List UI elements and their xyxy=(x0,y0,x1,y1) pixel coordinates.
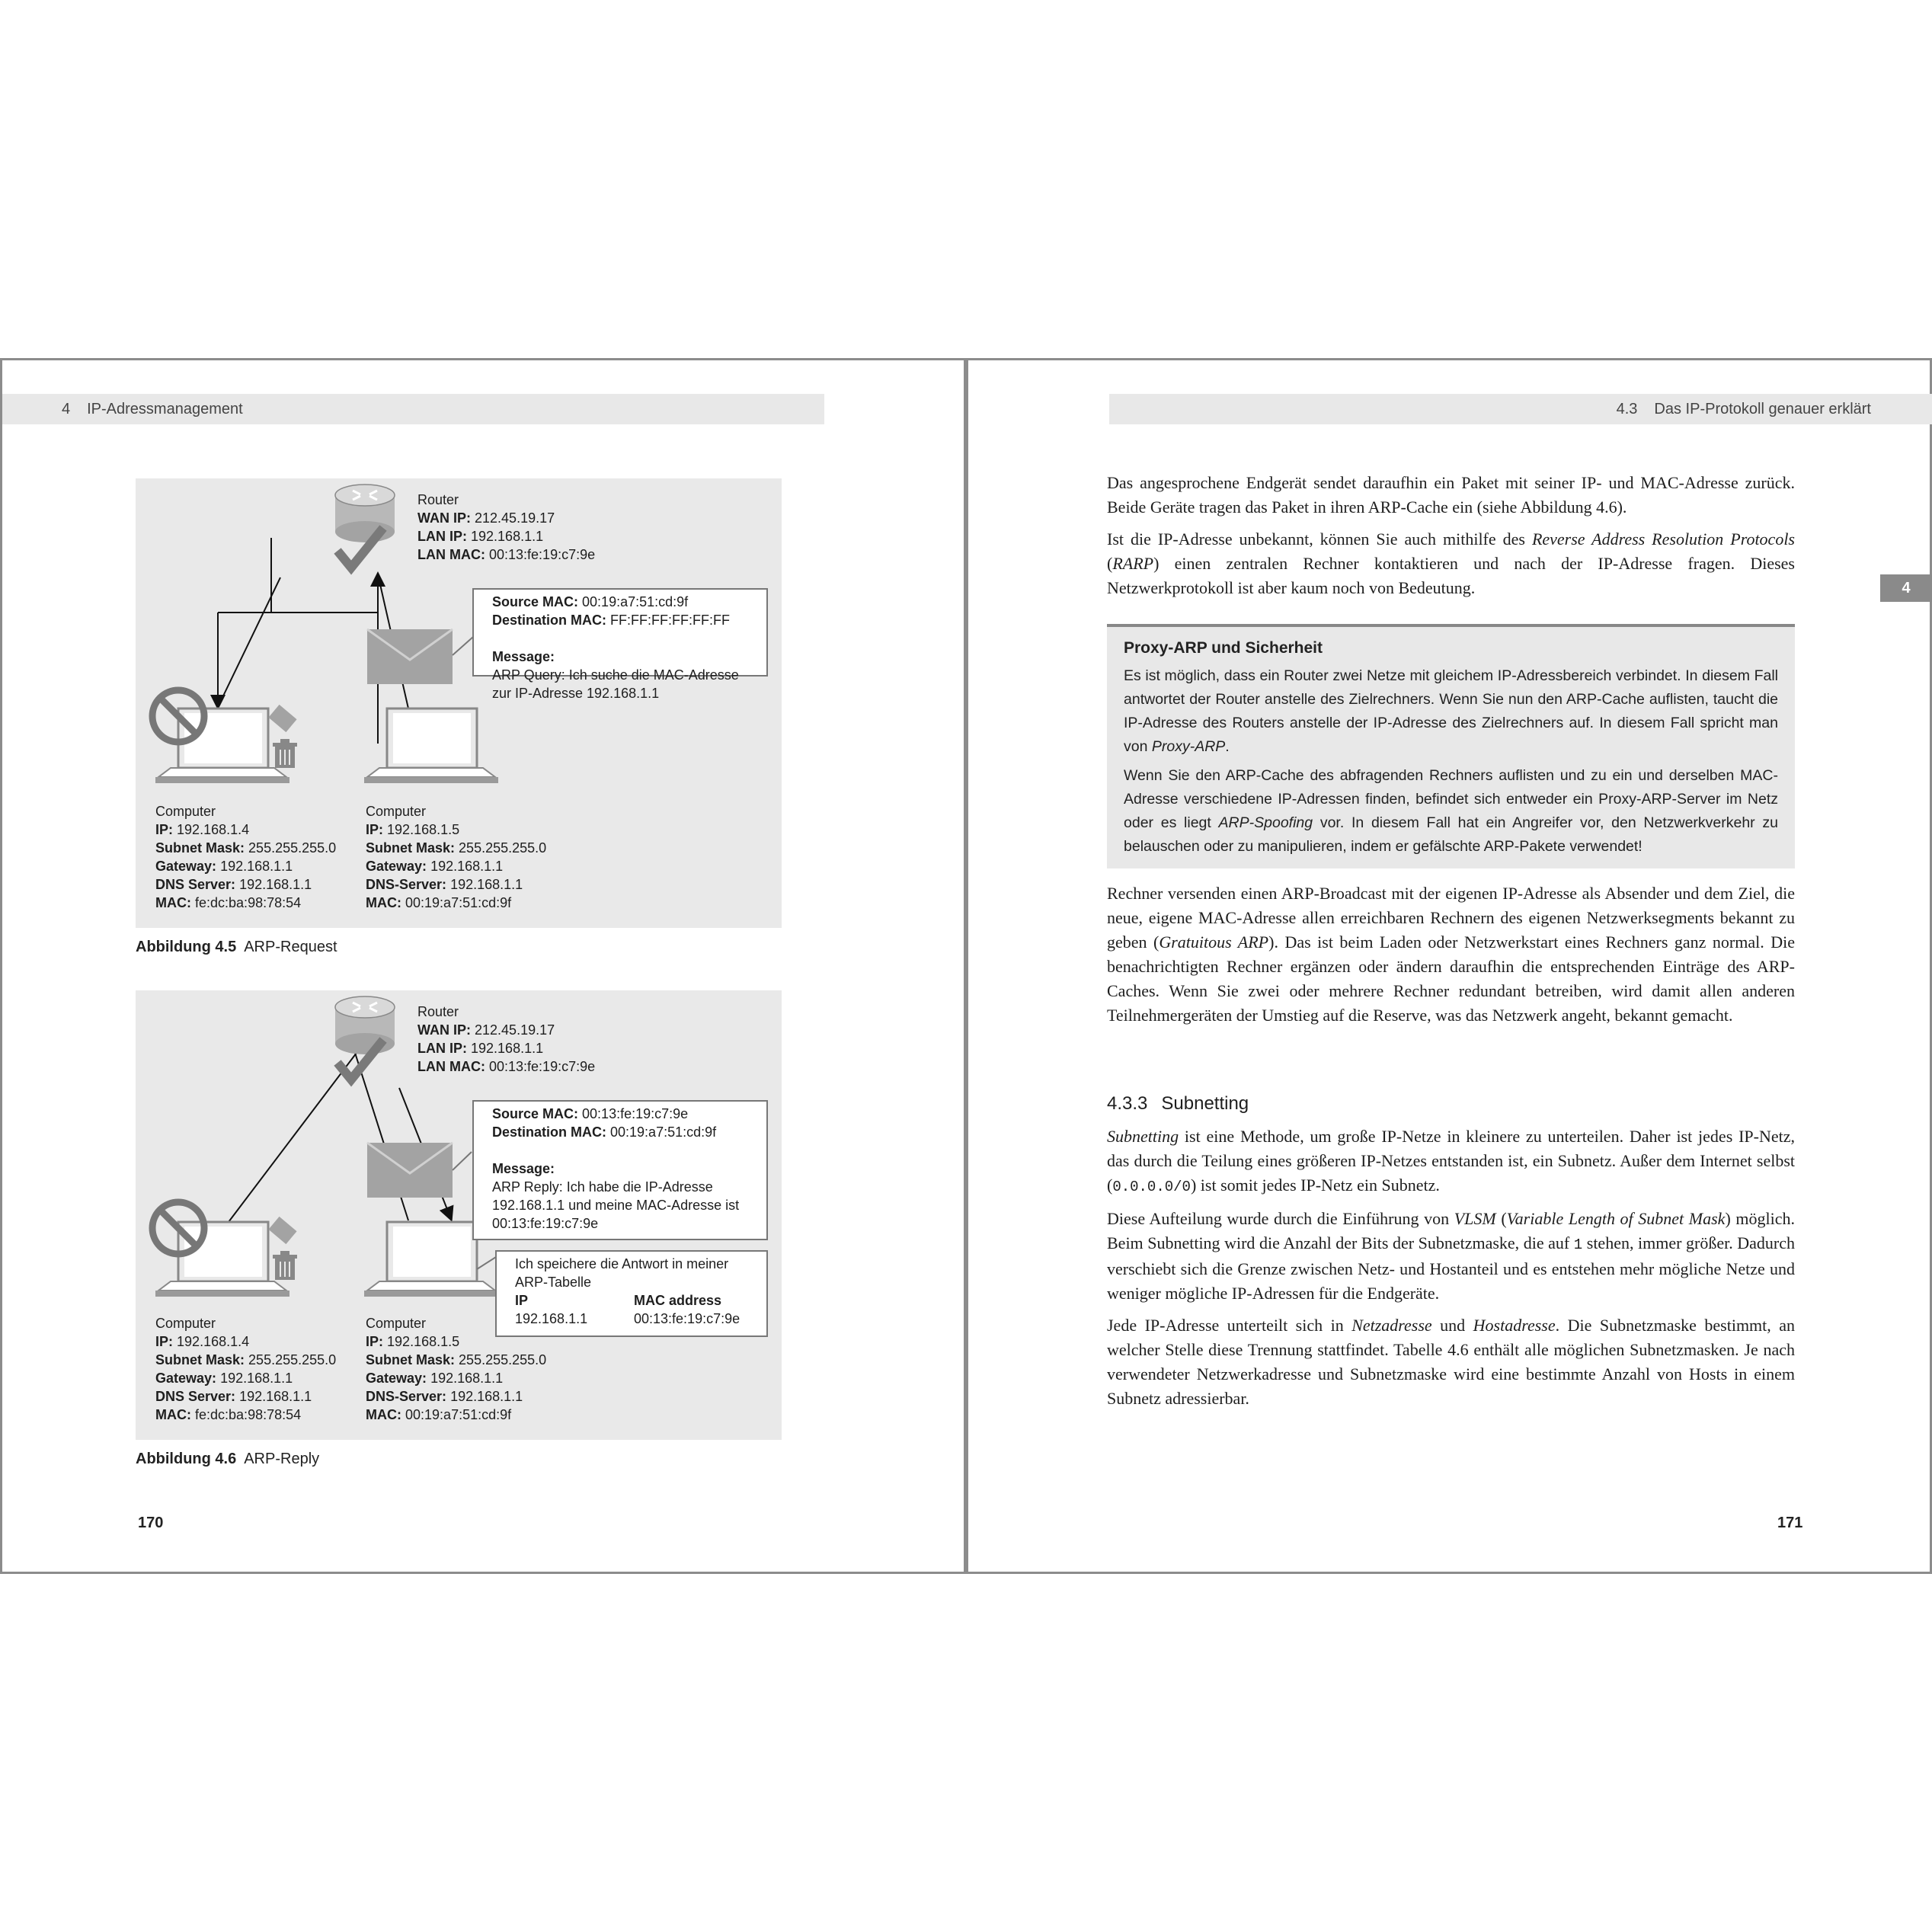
paragraph: Rechner versenden einen ARP-Broadcast mit der eigenen IP-Adresse als Absender und dem Ziel, die neue, eigene MAC-Adresse allen erreichbaren Rechnern des eigenen Netzwerksegments bekannt zu geben (Gratuitous ARP). Das ist beim Laden oder Netzwerkstart eines Rechners ganz normal. Die benachrichtigten Rechner ergänzen oder ändern daraufhin die entsprechenden Einträge des ARP-Caches. Wenn Sie zwei oder mehrere Rechner redundant betreiben, wird damit allen anderen Teilnehmergeräten der Umstieg auf die Reserve, was das Netzwerk angeht, bekannt gemacht. xyxy=(1107,884,1795,1025)
paragraph: Diese Aufteilung wurde durch die Einführung von VLSM (Variable Length of Subnet Mask) möglich. Beim Subnetting wird die Anzahl der Bits der Subnetzmaske, die auf 1 stehen, immer größer. Dadurch verschiebt sich die Grenze zwischen Netz- und Hostanteil und es entstehen mehr mögliche Netze und weniger mögliche IP-Adressen für die Endgeräte. xyxy=(1107,1209,1796,1303)
paragraph: Ist die IP-Adresse unbekannt, können Sie auch mithilfe des Reverse Address Resolution Protocols (RARP) einen zentralen Rechner kontaktieren und nach der IP-Adresse fragen. Dieses Netzwerkprotokoll ist aber kaum noch von Bedeutung. xyxy=(1107,529,1795,597)
figure-arp-reply xyxy=(136,990,782,1440)
page-number-left: 170 xyxy=(138,1515,164,1531)
computer-a-label: Computer IP: 192.168.1.4 Subnet Mask: 255.255.255.0 Gateway: 192.168.1.1 DNS Server: 192.168.1.1 MAC: fe:dc:ba:98:78:54 xyxy=(155,1316,337,1422)
figure-caption-46: Abbildung 4.6 ARP-Reply xyxy=(136,1451,320,1467)
laptop-a-icon xyxy=(155,1222,289,1297)
callout-pointer xyxy=(453,637,473,655)
discarded-packet-icon xyxy=(268,705,296,732)
table-callout-pointer xyxy=(477,1257,496,1269)
chapter-title: IP-Adressmanagement xyxy=(87,401,243,417)
chapter-number: 4 xyxy=(62,401,71,417)
text-block-middle xyxy=(1107,881,1795,1035)
computer-b-label: Computer IP: 192.168.1.5 Subnet Mask: 255.255.255.0 Gateway: 192.168.1.1 DNS-Server: 192.168.1.1 MAC: 00:19:a7:51:cd:9f xyxy=(366,804,547,910)
paragraph: Jede IP-Adresse unterteilt sich in Netzadresse und Hostadresse. Die Subnetzmaske bestimmt, an welcher Stelle diese Trennung stattfindet. Tabelle 4.6 enthält alle möglichen Subnetzmasken. Je nach verwendeter Netzwerkadresse und Subnetzmaske wird eine bestimmte Anzahl von Hosts in einem Subnetz adressierbar. xyxy=(1107,1316,1796,1408)
paragraph: Das angesprochene Endgerät sendet daraufhin ein Paket mit seiner IP- und MAC-Adresse zurück. Beide Geräte tragen das Paket in ihren ARP-Cache ein (siehe Abbildung 4.6). xyxy=(1107,473,1795,517)
laptop-b-icon xyxy=(364,709,498,783)
info-box-paragraph: Es ist möglich, dass ein Router zwei Netze mit gleichem IP-Adressbereich verbindet. In diesem Fall antwortet der Router anstelle des Zielrechners. Wenn Sie nun den ARP-Cache auflisten, taucht die IP-Adresse des Routers anstelle der IP-Adresse des Zielrechners auf. In diesem Fall spricht man von Proxy-ARP. xyxy=(1124,667,1778,755)
callout-pointer xyxy=(453,1152,472,1170)
discarded-packet-icon xyxy=(268,1217,296,1244)
figure-caption-45: Abbildung 4.5 ARP-Request xyxy=(136,939,337,955)
envelope-icon xyxy=(367,1143,453,1198)
text-block-bottom xyxy=(1107,1124,1795,1419)
laptop-a-icon xyxy=(155,709,289,783)
section-number: 4.3 xyxy=(1616,401,1638,417)
trash-icon xyxy=(273,1251,297,1280)
arp-table-col-mac: MAC address xyxy=(634,1293,722,1308)
section-heading: 4.3.3 Subnetting xyxy=(1107,1093,1249,1114)
figure-arp-request xyxy=(136,478,782,928)
info-box-paragraph: Wenn Sie den ARP-Cache des abfragenden Rechners auflisten und zu ein und derselben MAC-Adresse verschiedene IP-Adressen finden, befindet sich entweder ein Proxy-ARP-Server im Netz oder es liegt ARP-Spoofing vor. In diesem Fall hat ein Angreifer vor, den Netzwerkverkehr zu belauschen oder zu manipulieren, indem er gefälschte ARP-Pakete verwendet! xyxy=(1124,767,1778,855)
arp-table-callout: Ich speichere die Antwort in meiner ARP-Tabelle IP MAC address 192.168.1.1 00:13:fe:19:c7:9e xyxy=(495,1250,768,1337)
section-title: Das IP-Protokoll genauer erklärt xyxy=(1654,401,1871,417)
router-icon xyxy=(335,485,395,542)
text-block-top xyxy=(1107,471,1795,608)
computer-a-label: Computer IP: 192.168.1.4 Subnet Mask: 255.255.255.0 Gateway: 192.168.1.1 DNS Server: 192.168.1.1 MAC: fe:dc:ba:98:78:54 xyxy=(155,804,337,910)
trash-icon xyxy=(273,739,297,768)
computer-b-label: Computer IP: 192.168.1.5 Subnet Mask: 255.255.255.0 Gateway: 192.168.1.1 DNS-Server: 192.168.1.1 MAC: 00:19:a7:51:cd:9f xyxy=(366,1316,547,1422)
page-number-right: 171 xyxy=(1777,1515,1803,1531)
info-box-title: Proxy-ARP und Sicherheit xyxy=(1124,639,1323,657)
arp-table-row: 192.168.1.1 00:13:fe:19:c7:9e xyxy=(515,1311,740,1326)
paragraph: Subnetting ist eine Methode, um große IP-Netze in kleinere zu unterteilen. Daher ist jedes IP-Netz, das durch die Teilung eines größeren IP-Netzes entstanden ist, ein Subnetz. Außer dem Internet selbst (0.0.0.0/0) ist somit jedes IP-Netz ein Subnetz. xyxy=(1107,1127,1795,1195)
arp-table-col-ip: IP xyxy=(515,1293,529,1308)
link-router-computer-a xyxy=(229,1053,357,1222)
envelope-icon xyxy=(367,629,453,684)
router-label: Router WAN IP: 212.45.19.17 LAN IP: 192.168.1.1 LAN MAC: 00:13:fe:19:c7:9e xyxy=(417,492,596,562)
running-head-right xyxy=(1109,394,1932,424)
running-head-left xyxy=(2,394,824,424)
info-box-proxy-arp xyxy=(1107,624,1795,868)
arp-reply-callout: Source MAC: 00:13:fe:19:c7:9e Destination MAC: 00:19:a7:51:cd:9f Message: ARP Reply: Ich habe die IP-Adresse 192.168.1.1 und meine MAC-Adresse ist 00:13:fe:19:c7:9e xyxy=(472,1100,768,1240)
router-label: Router WAN IP: 212.45.19.17 LAN IP: 192.168.1.1 LAN MAC: 00:13:fe:19:c7:9e xyxy=(417,1004,596,1074)
router-icon xyxy=(335,996,395,1054)
arp-request-callout: Source MAC: 00:19:a7:51:cd:9f Destination MAC: FF:FF:FF:FF:FF:FF Message: ARP Query: Ich suche die MAC-Adresse zur IP-Adresse 192.168.1.1 xyxy=(472,588,768,677)
chapter-thumb-tab: 4 xyxy=(1880,574,1932,602)
